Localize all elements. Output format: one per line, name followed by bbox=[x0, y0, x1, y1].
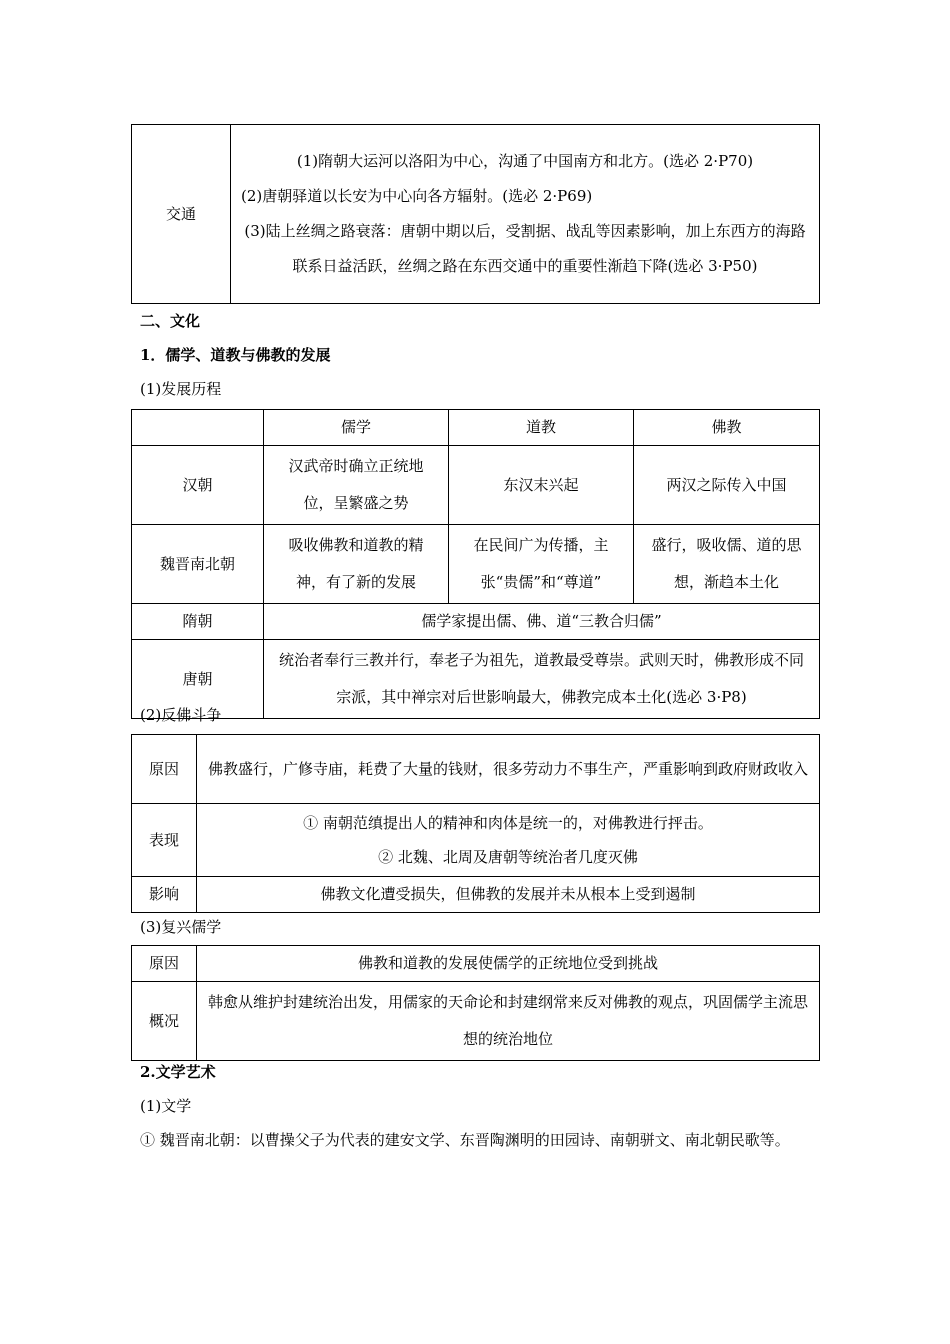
cause-label: 原因 bbox=[132, 946, 197, 982]
header-empty bbox=[132, 410, 264, 446]
table-row bbox=[132, 125, 820, 304]
table-header-row bbox=[132, 410, 820, 446]
heading-literature: (1)文学 bbox=[140, 1097, 192, 1115]
ru-cell: 汉武帝时确立正统地位，呈繁盛之势 bbox=[264, 446, 449, 525]
transport-table bbox=[131, 124, 820, 304]
anti-buddhism-table bbox=[131, 734, 820, 913]
overview-label: 概况 bbox=[132, 982, 197, 1061]
heading-revive-confucianism: (3)复兴儒学 bbox=[140, 918, 222, 936]
performance-label: 表现 bbox=[132, 804, 197, 877]
table-row bbox=[132, 640, 820, 719]
cause-text: 佛教和道教的发展使儒学的正统地位受到挑战 bbox=[197, 946, 820, 982]
table-row bbox=[132, 982, 820, 1061]
fo-cell: 盛行，吸收儒、道的思想，渐趋本土化 bbox=[634, 525, 820, 604]
transport-content bbox=[231, 125, 820, 304]
table-row bbox=[132, 946, 820, 982]
cause-label: 原因 bbox=[132, 735, 197, 804]
transport-item-1: (1)隋朝大运河以洛阳为中心，沟通了中国南方和北方。(选必 2·P70) bbox=[296, 152, 754, 170]
header-ru: 儒学 bbox=[264, 410, 449, 446]
impact-label: 影响 bbox=[132, 877, 197, 913]
table-row bbox=[132, 804, 820, 877]
transport-label: 交通 bbox=[132, 125, 231, 304]
performance-item-2: ② 北魏、北周及唐朝等统治者几度灭佛 bbox=[378, 848, 638, 866]
development-table bbox=[131, 409, 820, 719]
table-row bbox=[132, 525, 820, 604]
transport-item-2: (2)唐朝驿道以长安为中心向各方辐射。(选必 2·P69) bbox=[241, 187, 593, 205]
dao-cell: 在民间广为传播，主张“贵儒”和“尊道” bbox=[449, 525, 634, 604]
literature-paragraph: ① 魏晋南北朝：以曹操父子为代表的建安文学、东晋陶渊明的田园诗、南朝骈文、南北朝民歌等。 bbox=[140, 1131, 790, 1149]
table-row bbox=[132, 877, 820, 913]
era-cell: 汉朝 bbox=[132, 446, 264, 525]
era-cell: 魏晋南北朝 bbox=[132, 525, 264, 604]
overview-text: 韩愈从维护封建统治出发，用儒家的天命论和封建纲常来反对佛教的观点，巩固儒学主流思想的统治地位 bbox=[197, 982, 820, 1061]
subsection-title: 2.文学艺术 bbox=[140, 1063, 216, 1081]
table-row bbox=[132, 446, 820, 525]
section-title: 二、文化 bbox=[140, 312, 201, 330]
era-cell: 隋朝 bbox=[132, 604, 264, 640]
impact-text: 佛教文化遭受损失，但佛教的发展并未从根本上受到遏制 bbox=[197, 877, 820, 913]
table-row bbox=[132, 604, 820, 640]
subsection-title: 1．儒学、道教与佛教的发展 bbox=[140, 346, 331, 364]
performance-content bbox=[197, 804, 820, 877]
dao-cell: 东汉末兴起 bbox=[449, 446, 634, 525]
performance-item-1: ① 南朝范缜提出人的精神和肉体是统一的，对佛教进行抨击。 bbox=[303, 814, 713, 832]
cause-text: 佛教盛行，广修寺庙，耗费了大量的钱财，很多劳动力不事生产，严重影响到政府财政收入 bbox=[197, 735, 820, 804]
header-fo: 佛教 bbox=[634, 410, 820, 446]
table-row bbox=[132, 735, 820, 804]
heading-development: (1)发展历程 bbox=[140, 380, 222, 398]
fo-cell: 两汉之际传入中国 bbox=[634, 446, 820, 525]
ru-cell: 吸收佛教和道教的精神，有了新的发展 bbox=[264, 525, 449, 604]
era-cell: 唐朝 bbox=[132, 640, 264, 719]
transport-item-3: (3)陆上丝绸之路衰落：唐朝中期以后，受割据、战乱等因素影响，加上东西方的海路联系日益活跃，丝绸之路在东西交通中的重要性渐趋下降(选必 3·P50) bbox=[244, 222, 806, 275]
header-dao: 道教 bbox=[449, 410, 634, 446]
sui-content: 儒学家提出儒、佛、道“三教合归儒” bbox=[264, 604, 820, 640]
revive-table bbox=[131, 945, 820, 1061]
tang-content: 统治者奉行三教并行，奉老子为祖先，道教最受尊崇。武则天时，佛教形成不同宗派，其中禅宗对后世影响最大，佛教完成本土化(选必 3·P8) bbox=[264, 640, 820, 719]
heading-anti-buddhism: (2)反佛斗争 bbox=[140, 706, 222, 724]
